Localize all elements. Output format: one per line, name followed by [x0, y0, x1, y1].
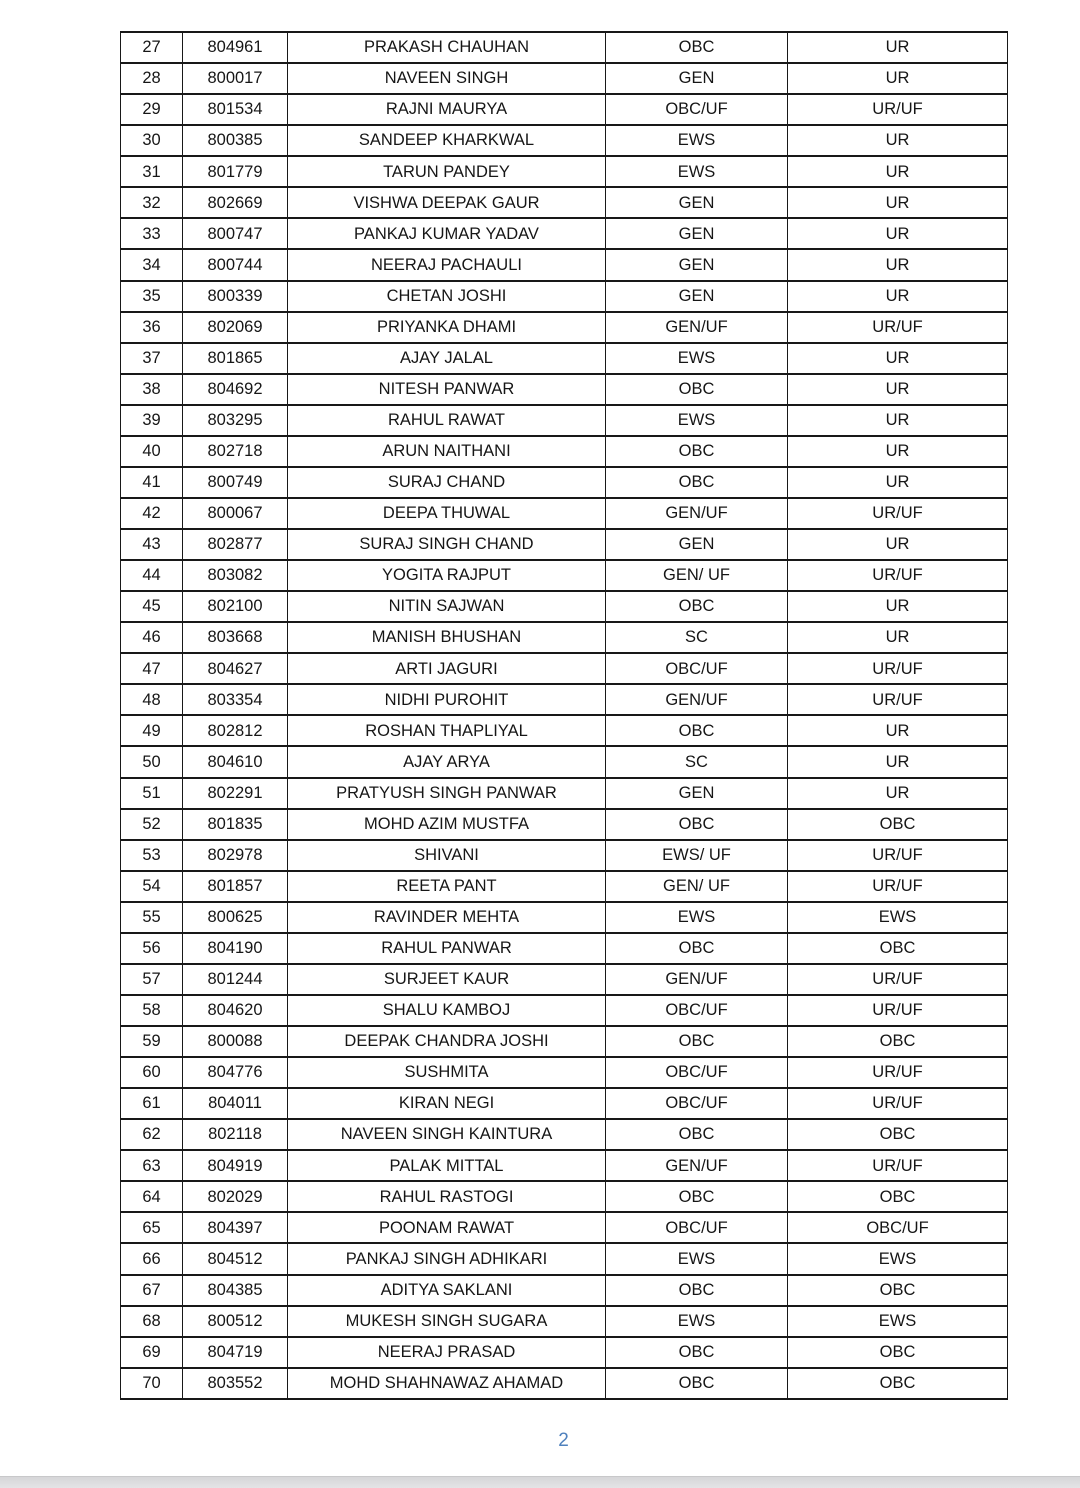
selection-cell: UR: [788, 746, 1008, 777]
serial-cell: 47: [121, 653, 183, 684]
roll-cell: 804961: [183, 32, 288, 63]
table-row: [121, 1212, 1008, 1243]
roll-cell: 804385: [183, 1275, 288, 1306]
category-cell: OBC: [606, 933, 788, 964]
category-cell: OBC: [606, 591, 788, 622]
serial-cell: 34: [121, 249, 183, 280]
roll-cell: 800385: [183, 125, 288, 156]
selection-cell: OBC: [788, 1119, 1008, 1150]
serial-cell: 36: [121, 312, 183, 343]
selection-cell: UR/UF: [788, 1088, 1008, 1119]
name-cell: PRIYANKA DHAMI: [288, 312, 606, 343]
table-row: [121, 622, 1008, 653]
table-row: [121, 1275, 1008, 1306]
name-cell: NEERAJ PRASAD: [288, 1337, 606, 1368]
name-cell: RAHUL RASTOGI: [288, 1181, 606, 1212]
roll-cell: 801244: [183, 964, 288, 995]
selection-cell: UR: [788, 778, 1008, 809]
category-cell: EWS: [606, 405, 788, 436]
serial-cell: 64: [121, 1181, 183, 1212]
selection-cell: OBC: [788, 1181, 1008, 1212]
selection-cell: UR: [788, 32, 1008, 63]
roll-cell: 800749: [183, 467, 288, 498]
table-row: [121, 809, 1008, 840]
name-cell: ROSHAN THAPLIYAL: [288, 715, 606, 746]
roll-cell: 804610: [183, 746, 288, 777]
serial-cell: 46: [121, 622, 183, 653]
name-cell: MUKESH SINGH SUGARA: [288, 1306, 606, 1337]
category-cell: OBC: [606, 436, 788, 467]
roll-cell: 801779: [183, 156, 288, 187]
table-row: [121, 343, 1008, 374]
table-row: [121, 1181, 1008, 1212]
name-cell: SHIVANI: [288, 840, 606, 871]
table-row: [121, 94, 1008, 125]
category-cell: GEN: [606, 187, 788, 218]
serial-cell: 65: [121, 1212, 183, 1243]
serial-cell: 50: [121, 746, 183, 777]
name-cell: TARUN PANDEY: [288, 156, 606, 187]
category-cell: OBC/UF: [606, 653, 788, 684]
table-row: [121, 249, 1008, 280]
serial-cell: 53: [121, 840, 183, 871]
name-cell: PRATYUSH SINGH PANWAR: [288, 778, 606, 809]
category-cell: OBC: [606, 467, 788, 498]
roll-cell: 804719: [183, 1337, 288, 1368]
serial-cell: 68: [121, 1306, 183, 1337]
name-cell: NAVEEN SINGH KAINTURA: [288, 1119, 606, 1150]
selection-cell: UR: [788, 343, 1008, 374]
table-row: [121, 840, 1008, 871]
category-cell: GEN/UF: [606, 1150, 788, 1181]
roll-cell: 802978: [183, 840, 288, 871]
roll-cell: 800088: [183, 1026, 288, 1057]
selection-cell: UR: [788, 63, 1008, 94]
name-cell: VISHWA DEEPAK GAUR: [288, 187, 606, 218]
serial-cell: 37: [121, 343, 183, 374]
roll-cell: 802100: [183, 591, 288, 622]
category-cell: GEN: [606, 778, 788, 809]
serial-cell: 29: [121, 94, 183, 125]
category-cell: OBC: [606, 1181, 788, 1212]
roll-cell: 804620: [183, 995, 288, 1026]
category-cell: EWS/ UF: [606, 840, 788, 871]
category-cell: EWS: [606, 343, 788, 374]
serial-cell: 44: [121, 560, 183, 591]
selection-cell: UR: [788, 467, 1008, 498]
serial-cell: 55: [121, 902, 183, 933]
roll-cell: 804919: [183, 1150, 288, 1181]
serial-cell: 48: [121, 684, 183, 715]
roll-cell: 800625: [183, 902, 288, 933]
roll-cell: 800067: [183, 498, 288, 529]
name-cell: RAJNI MAURYA: [288, 94, 606, 125]
selection-cell: OBC/UF: [788, 1212, 1008, 1243]
table-row: [121, 871, 1008, 902]
name-cell: AJAY JALAL: [288, 343, 606, 374]
candidates-table: [120, 31, 1008, 1400]
name-cell: RAHUL RAWAT: [288, 405, 606, 436]
roll-cell: 804397: [183, 1212, 288, 1243]
serial-cell: 67: [121, 1275, 183, 1306]
selection-cell: UR/UF: [788, 498, 1008, 529]
table-row: [121, 125, 1008, 156]
name-cell: SHALU KAMBOJ: [288, 995, 606, 1026]
serial-cell: 38: [121, 374, 183, 405]
category-cell: GEN: [606, 281, 788, 312]
name-cell: MOHD SHAHNAWAZ AHAMAD: [288, 1368, 606, 1399]
name-cell: MOHD AZIM MUSTFA: [288, 809, 606, 840]
serial-cell: 61: [121, 1088, 183, 1119]
category-cell: OBC: [606, 1275, 788, 1306]
name-cell: MANISH BHUSHAN: [288, 622, 606, 653]
selection-cell: UR: [788, 591, 1008, 622]
category-cell: OBC/UF: [606, 94, 788, 125]
serial-cell: 59: [121, 1026, 183, 1057]
category-cell: OBC/UF: [606, 1057, 788, 1088]
name-cell: DEEPAK CHANDRA JOSHI: [288, 1026, 606, 1057]
category-cell: EWS: [606, 1306, 788, 1337]
name-cell: KIRAN NEGI: [288, 1088, 606, 1119]
name-cell: SANDEEP KHARKWAL: [288, 125, 606, 156]
table-row: [121, 1368, 1008, 1399]
name-cell: PRAKASH CHAUHAN: [288, 32, 606, 63]
serial-cell: 28: [121, 63, 183, 94]
serial-cell: 51: [121, 778, 183, 809]
roll-cell: 802669: [183, 187, 288, 218]
table-row: [121, 187, 1008, 218]
selection-cell: OBC: [788, 1275, 1008, 1306]
category-cell: GEN/ UF: [606, 560, 788, 591]
serial-cell: 56: [121, 933, 183, 964]
name-cell: ADITYA SAKLANI: [288, 1275, 606, 1306]
selection-cell: UR: [788, 281, 1008, 312]
table-row: [121, 218, 1008, 249]
table-row: [121, 995, 1008, 1026]
serial-cell: 63: [121, 1150, 183, 1181]
selection-cell: UR/UF: [788, 1150, 1008, 1181]
serial-cell: 30: [121, 125, 183, 156]
name-cell: NITESH PANWAR: [288, 374, 606, 405]
name-cell: SUSHMITA: [288, 1057, 606, 1088]
roll-cell: 802291: [183, 778, 288, 809]
name-cell: NEERAJ PACHAULI: [288, 249, 606, 280]
selection-cell: EWS: [788, 1243, 1008, 1274]
selection-cell: OBC: [788, 1368, 1008, 1399]
name-cell: YOGITA RAJPUT: [288, 560, 606, 591]
serial-cell: 52: [121, 809, 183, 840]
roll-cell: 801865: [183, 343, 288, 374]
name-cell: NIDHI PUROHIT: [288, 684, 606, 715]
roll-cell: 800744: [183, 249, 288, 280]
selection-cell: OBC: [788, 1337, 1008, 1368]
name-cell: ARTI JAGURI: [288, 653, 606, 684]
table-row: [121, 560, 1008, 591]
table-row: [121, 1337, 1008, 1368]
selection-cell: UR: [788, 125, 1008, 156]
selection-cell: UR: [788, 436, 1008, 467]
serial-cell: 43: [121, 529, 183, 560]
serial-cell: 40: [121, 436, 183, 467]
serial-cell: 32: [121, 187, 183, 218]
table-row: [121, 32, 1008, 63]
table-row: [121, 746, 1008, 777]
category-cell: EWS: [606, 125, 788, 156]
selection-cell: UR: [788, 187, 1008, 218]
roll-cell: 803082: [183, 560, 288, 591]
roll-cell: 804190: [183, 933, 288, 964]
name-cell: NITIN SAJWAN: [288, 591, 606, 622]
table-row: [121, 63, 1008, 94]
selection-cell: OBC: [788, 1026, 1008, 1057]
category-cell: GEN: [606, 218, 788, 249]
serial-cell: 31: [121, 156, 183, 187]
name-cell: SURAJ CHAND: [288, 467, 606, 498]
category-cell: OBC: [606, 809, 788, 840]
serial-cell: 33: [121, 218, 183, 249]
table-row: [121, 591, 1008, 622]
roll-cell: 802877: [183, 529, 288, 560]
category-cell: OBC: [606, 715, 788, 746]
serial-cell: 62: [121, 1119, 183, 1150]
category-cell: OBC/UF: [606, 1212, 788, 1243]
category-cell: GEN/UF: [606, 684, 788, 715]
category-cell: OBC: [606, 1026, 788, 1057]
selection-cell: UR: [788, 622, 1008, 653]
table-row: [121, 281, 1008, 312]
roll-cell: 800017: [183, 63, 288, 94]
category-cell: GEN/UF: [606, 964, 788, 995]
selection-cell: UR: [788, 156, 1008, 187]
category-cell: SC: [606, 622, 788, 653]
page-number: 2: [558, 1430, 569, 1451]
table-row: [121, 529, 1008, 560]
roll-cell: 802118: [183, 1119, 288, 1150]
category-cell: GEN: [606, 249, 788, 280]
category-cell: OBC: [606, 32, 788, 63]
table-row: [121, 374, 1008, 405]
table-row: [121, 312, 1008, 343]
selection-cell: EWS: [788, 902, 1008, 933]
selection-cell: UR/UF: [788, 312, 1008, 343]
name-cell: PALAK MITTAL: [288, 1150, 606, 1181]
roll-cell: 803552: [183, 1368, 288, 1399]
name-cell: RAVINDER MEHTA: [288, 902, 606, 933]
serial-cell: 66: [121, 1243, 183, 1274]
roll-cell: 804512: [183, 1243, 288, 1274]
name-cell: ARUN NAITHANI: [288, 436, 606, 467]
selection-cell: UR: [788, 715, 1008, 746]
table-row: [121, 1088, 1008, 1119]
category-cell: EWS: [606, 902, 788, 933]
table-row: [121, 1306, 1008, 1337]
roll-cell: 802069: [183, 312, 288, 343]
serial-cell: 41: [121, 467, 183, 498]
selection-cell: EWS: [788, 1306, 1008, 1337]
selection-cell: OBC: [788, 809, 1008, 840]
roll-cell: 804692: [183, 374, 288, 405]
selection-cell: UR: [788, 218, 1008, 249]
roll-cell: 801857: [183, 871, 288, 902]
selection-cell: UR/UF: [788, 94, 1008, 125]
name-cell: CHETAN JOSHI: [288, 281, 606, 312]
roll-cell: 801534: [183, 94, 288, 125]
table-row: [121, 467, 1008, 498]
table-row: [121, 156, 1008, 187]
selection-cell: UR/UF: [788, 684, 1008, 715]
name-cell: POONAM RAWAT: [288, 1212, 606, 1243]
category-cell: EWS: [606, 156, 788, 187]
table-row: [121, 653, 1008, 684]
category-cell: GEN/UF: [606, 498, 788, 529]
table-row: [121, 964, 1008, 995]
roll-cell: 800747: [183, 218, 288, 249]
roll-cell: 800512: [183, 1306, 288, 1337]
table-row: [121, 1026, 1008, 1057]
roll-cell: 802812: [183, 715, 288, 746]
table-row: [121, 715, 1008, 746]
table-row: [121, 684, 1008, 715]
table-row: [121, 405, 1008, 436]
selection-cell: UR/UF: [788, 560, 1008, 591]
serial-cell: 42: [121, 498, 183, 529]
category-cell: OBC/UF: [606, 1088, 788, 1119]
table-row: [121, 498, 1008, 529]
category-cell: SC: [606, 746, 788, 777]
serial-cell: 45: [121, 591, 183, 622]
name-cell: SURAJ SINGH CHAND: [288, 529, 606, 560]
table-row: [121, 933, 1008, 964]
serial-cell: 70: [121, 1368, 183, 1399]
name-cell: PANKAJ KUMAR YADAV: [288, 218, 606, 249]
table-row: [121, 902, 1008, 933]
serial-cell: 49: [121, 715, 183, 746]
selection-cell: UR/UF: [788, 1057, 1008, 1088]
roll-cell: 803295: [183, 405, 288, 436]
roll-cell: 802029: [183, 1181, 288, 1212]
selection-cell: OBC: [788, 933, 1008, 964]
name-cell: NAVEEN SINGH: [288, 63, 606, 94]
category-cell: GEN/ UF: [606, 871, 788, 902]
category-cell: GEN: [606, 63, 788, 94]
category-cell: OBC: [606, 374, 788, 405]
category-cell: OBC: [606, 1337, 788, 1368]
selection-cell: UR/UF: [788, 653, 1008, 684]
category-cell: EWS: [606, 1243, 788, 1274]
table-body: [121, 32, 1008, 1399]
serial-cell: 57: [121, 964, 183, 995]
table-row: [121, 778, 1008, 809]
selection-cell: UR: [788, 529, 1008, 560]
category-cell: GEN/UF: [606, 312, 788, 343]
table-row: [121, 1150, 1008, 1181]
table-row: [121, 436, 1008, 467]
selection-cell: UR/UF: [788, 995, 1008, 1026]
roll-cell: 804011: [183, 1088, 288, 1119]
roll-cell: 800339: [183, 281, 288, 312]
selection-cell: UR/UF: [788, 871, 1008, 902]
name-cell: AJAY ARYA: [288, 746, 606, 777]
selection-cell: UR: [788, 374, 1008, 405]
name-cell: RAHUL PANWAR: [288, 933, 606, 964]
roll-cell: 804627: [183, 653, 288, 684]
category-cell: OBC/UF: [606, 995, 788, 1026]
roll-cell: 803668: [183, 622, 288, 653]
roll-cell: 804776: [183, 1057, 288, 1088]
roll-cell: 803354: [183, 684, 288, 715]
name-cell: REETA PANT: [288, 871, 606, 902]
serial-cell: 35: [121, 281, 183, 312]
selection-cell: UR/UF: [788, 840, 1008, 871]
name-cell: PANKAJ SINGH ADHIKARI: [288, 1243, 606, 1274]
roll-cell: 801835: [183, 809, 288, 840]
serial-cell: 58: [121, 995, 183, 1026]
name-cell: SURJEET KAUR: [288, 964, 606, 995]
category-cell: OBC: [606, 1368, 788, 1399]
serial-cell: 60: [121, 1057, 183, 1088]
window-bottom-edge: [0, 1476, 1080, 1488]
selection-cell: UR: [788, 249, 1008, 280]
category-cell: GEN: [606, 529, 788, 560]
roll-cell: 802718: [183, 436, 288, 467]
table-row: [121, 1243, 1008, 1274]
category-cell: OBC: [606, 1119, 788, 1150]
table-row: [121, 1057, 1008, 1088]
serial-cell: 39: [121, 405, 183, 436]
serial-cell: 69: [121, 1337, 183, 1368]
serial-cell: 27: [121, 32, 183, 63]
name-cell: DEEPA THUWAL: [288, 498, 606, 529]
selection-cell: UR: [788, 405, 1008, 436]
table-row: [121, 1119, 1008, 1150]
serial-cell: 54: [121, 871, 183, 902]
selection-cell: UR/UF: [788, 964, 1008, 995]
